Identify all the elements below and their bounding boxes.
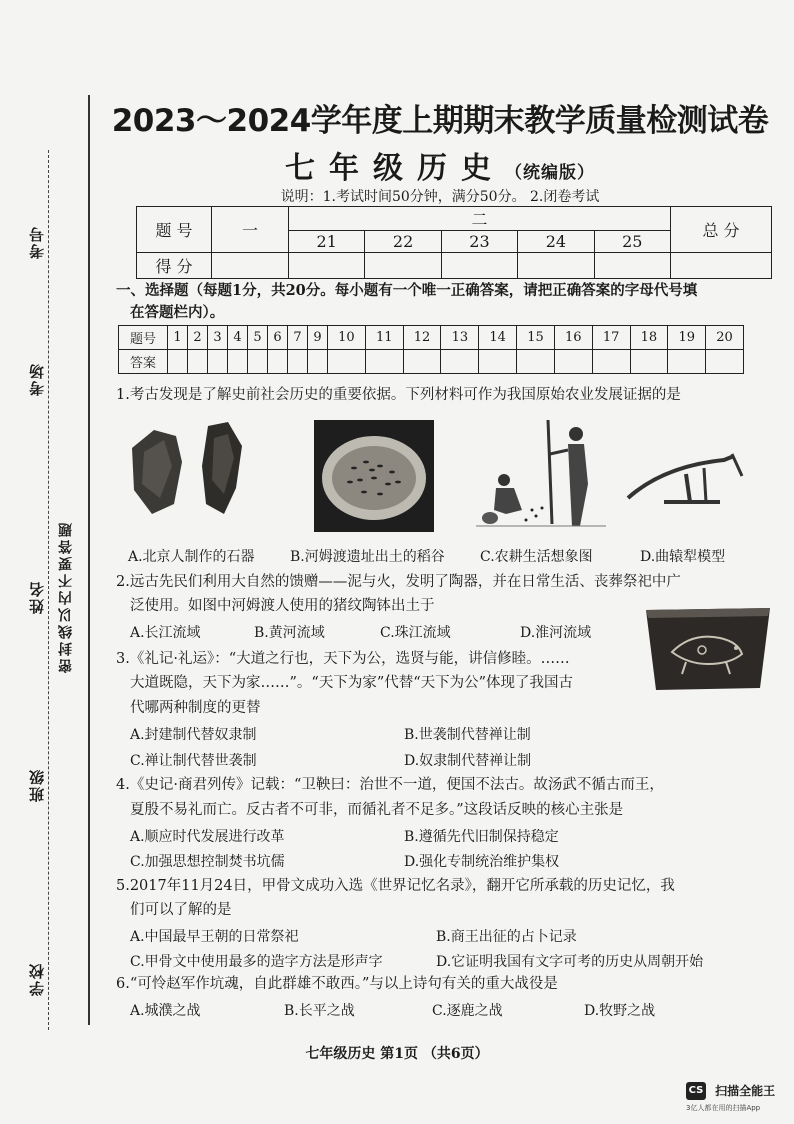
q4-option-d: D.强化专制统治维护集权	[404, 854, 560, 870]
score-col-24: 24	[518, 231, 594, 253]
answer-col-number: 20	[706, 326, 744, 350]
q1-option-a: A.北京人制作的石器	[128, 549, 255, 565]
answer-cell[interactable]	[554, 350, 592, 374]
answer-col-number: 15	[517, 326, 555, 350]
answer-col-number: 17	[592, 326, 630, 350]
q3-stem-line3: 代哪两种制度的更替	[130, 700, 261, 716]
exam-instructions: 说明：1.考试时间50分钟，满分50分。 2.闭卷考试	[280, 189, 600, 205]
answer-cell[interactable]	[668, 350, 706, 374]
answer-cell[interactable]	[308, 350, 328, 374]
exam-subtitle	[100, 143, 780, 187]
answer-col-number: 19	[668, 326, 706, 350]
answer-cell[interactable]	[168, 350, 188, 374]
answer-cell[interactable]	[328, 350, 366, 374]
scanner-watermark	[686, 1080, 775, 1113]
answer-cell[interactable]	[248, 350, 268, 374]
seal-line-warning: 密封线以内不要答题	[58, 520, 74, 673]
q6-stem: 6.“可怜赵军作坑魂，自此群雄不敢西。”与以上诗句有关的重大战役是	[116, 976, 558, 992]
scanner-app-name: 扫描全能王	[715, 1084, 776, 1098]
exam-title: 2023～2024学年度上期期末教学质量检测试卷	[111, 103, 769, 139]
q5-option-a: A.中国最早王朝的日常祭祀	[130, 929, 299, 945]
answer-cell[interactable]	[228, 350, 248, 374]
answer-col-number: 18	[630, 326, 668, 350]
q4-stem-line1: 4.《史记·商君列传》记载：“卫鞅曰：治世不一道，便国不法古。故汤武不循古而王，	[116, 777, 664, 793]
answer-cell[interactable]	[288, 350, 308, 374]
q3-option-d: D.奴隶制代替禅让制	[404, 753, 532, 769]
answer-cell[interactable]	[403, 350, 441, 374]
q5-stem-line2: 们可以了解的是	[130, 902, 232, 918]
answer-col-number: 1	[168, 326, 188, 350]
answer-cell[interactable]	[208, 350, 228, 374]
rice-grains-image	[314, 420, 434, 532]
answer-cell[interactable]	[706, 350, 744, 374]
score-cell[interactable]	[212, 253, 289, 279]
q1-stem: 1.考古发现是了解史前社会历史的重要依据。下列材料可作为我国原始农业发展证据的是	[116, 387, 681, 403]
school-label: 学校	[28, 962, 46, 996]
binding-line	[88, 95, 90, 1025]
score-cell[interactable]	[365, 253, 441, 279]
score-cell[interactable]	[289, 253, 365, 279]
answer-col-number: 4	[228, 326, 248, 350]
answer-col-number: 10	[328, 326, 366, 350]
farming-life-illustration	[476, 414, 606, 532]
answer-col-number: 5	[248, 326, 268, 350]
answer-row-label-question: 题号	[119, 326, 168, 350]
score-col-25: 25	[594, 231, 670, 253]
score-cell[interactable]	[441, 253, 517, 279]
score-col-22: 22	[365, 231, 441, 253]
answer-cell[interactable]	[479, 350, 517, 374]
q1-option-c: C.农耕生活想象图	[480, 549, 593, 565]
q3-stem-line2: 大道既隐，天下为家……”。“天下为家”代替“天下为公”体现了我国古	[130, 675, 574, 691]
answer-cell[interactable]	[268, 350, 288, 374]
answer-col-number: 14	[479, 326, 517, 350]
answer-col-number: 6	[268, 326, 288, 350]
q3-option-a: A.封建制代替奴隶制	[130, 727, 257, 743]
answer-row-label-answer: 答案	[119, 350, 168, 374]
answer-col-number: 11	[365, 326, 403, 350]
answer-col-number: 12	[403, 326, 441, 350]
answer-cell[interactable]	[365, 350, 403, 374]
q2-option-a: A.长江流域	[130, 625, 201, 641]
q2-option-d: D.淮河流域	[520, 625, 592, 641]
scanner-tagline: 3亿人都在用的扫描App	[686, 1103, 761, 1112]
q3-option-b: B.世袭制代替禅让制	[404, 727, 531, 743]
score-col-21: 21	[289, 231, 365, 253]
exam-room-label: 考场	[28, 362, 46, 396]
stone-tools-image	[124, 418, 254, 528]
pig-pattern-pottery-bowl	[642, 602, 774, 694]
class-label: 班级	[28, 768, 46, 802]
q5-option-b: B.商王出征的占卜记录	[436, 929, 577, 945]
q6-option-d: D.牧野之战	[584, 1003, 656, 1019]
q6-option-b: B.长平之战	[284, 1003, 355, 1019]
q2-stem-line1: 2.远古先民们利用大自然的馈赠——泥与火，发明了陶器，并在日常生活、丧葬祭祀中广	[116, 574, 681, 590]
q4-option-b: B.遵循先代旧制保持稳定	[404, 829, 559, 845]
answer-col-number: 16	[554, 326, 592, 350]
student-name-label: 姓名	[28, 580, 46, 614]
q3-option-c: C.禅让制代替世袭制	[130, 753, 257, 769]
q4-stem-line2: 夏殷不易礼而亡。反古者不可非，而循礼者不足多。”这段话反映的核心主张是	[130, 802, 624, 818]
score-part-one: 一	[212, 207, 289, 253]
q4-option-c: C.加强思想控制焚书坑儒	[130, 854, 285, 870]
exam-number-label: 考号	[28, 225, 46, 259]
seal-dashed-line	[48, 150, 49, 1030]
q2-stem-line2: 泛使用。如图中河姆渡人使用的猪纹陶钵出土于	[130, 598, 435, 614]
score-total-header: 总 分	[671, 207, 772, 253]
score-cell[interactable]	[518, 253, 594, 279]
q1-option-d: D.曲辕犁模型	[640, 549, 726, 565]
score-cell[interactable]	[594, 253, 670, 279]
q6-option-a: A.城濮之战	[130, 1003, 201, 1019]
score-cell[interactable]	[671, 253, 772, 279]
camscanner-logo-icon: CS	[686, 1082, 706, 1100]
answer-col-number: 7	[288, 326, 308, 350]
subject-name: 七年级历史	[285, 151, 505, 186]
answer-col-number: 3	[208, 326, 228, 350]
score-header-points: 得 分	[137, 253, 212, 279]
score-col-23: 23	[441, 231, 517, 253]
answer-table	[118, 325, 744, 374]
q5-option-c: C.甲骨文中使用最多的造字方法是形声字	[130, 954, 383, 970]
edition-label: （统编版）	[505, 163, 595, 183]
answer-col-number: 13	[441, 326, 479, 350]
answer-cell[interactable]	[188, 350, 208, 374]
answer-col-number: 9	[308, 326, 328, 350]
q2-option-c: C.珠江流域	[380, 625, 451, 641]
q2-option-b: B.黄河流域	[254, 625, 325, 641]
q6-option-c: C.逐鹿之战	[432, 1003, 503, 1019]
section1-heading: 一、选择题（每题1分，共20分。每小题有一个唯一正确答案，请把正确答案的字母代号填	[116, 282, 698, 299]
q4-option-a: A.顺应时代发展进行改革	[130, 829, 285, 845]
page-footer: 七年级历史 第1页 （共6页）	[305, 1046, 489, 1062]
answer-cell[interactable]	[441, 350, 479, 374]
q5-option-d: D.它证明我国有文字可考的历史从周朝开始	[436, 954, 704, 970]
answer-col-number: 2	[188, 326, 208, 350]
q3-stem-line1: 3.《礼记·礼运》：“大道之行也，天下为公，选贤与能，讲信修睦。……	[116, 651, 570, 667]
q1-option-b: B.河姆渡遗址出土的稻谷	[290, 549, 445, 565]
curved-plough-model	[624, 446, 756, 510]
score-table	[136, 206, 772, 279]
score-part-two: 二	[289, 207, 671, 231]
answer-cell[interactable]	[592, 350, 630, 374]
q5-stem-line1: 5.2017年11月24日，甲骨文成功入选《世界记忆名录》，翻开它所承载的历史记忆，我	[116, 878, 675, 894]
score-header-question: 题 号	[137, 207, 212, 253]
section1-heading-cont: 在答题栏内）。	[130, 304, 225, 321]
answer-cell[interactable]	[517, 350, 555, 374]
answer-cell[interactable]	[630, 350, 668, 374]
